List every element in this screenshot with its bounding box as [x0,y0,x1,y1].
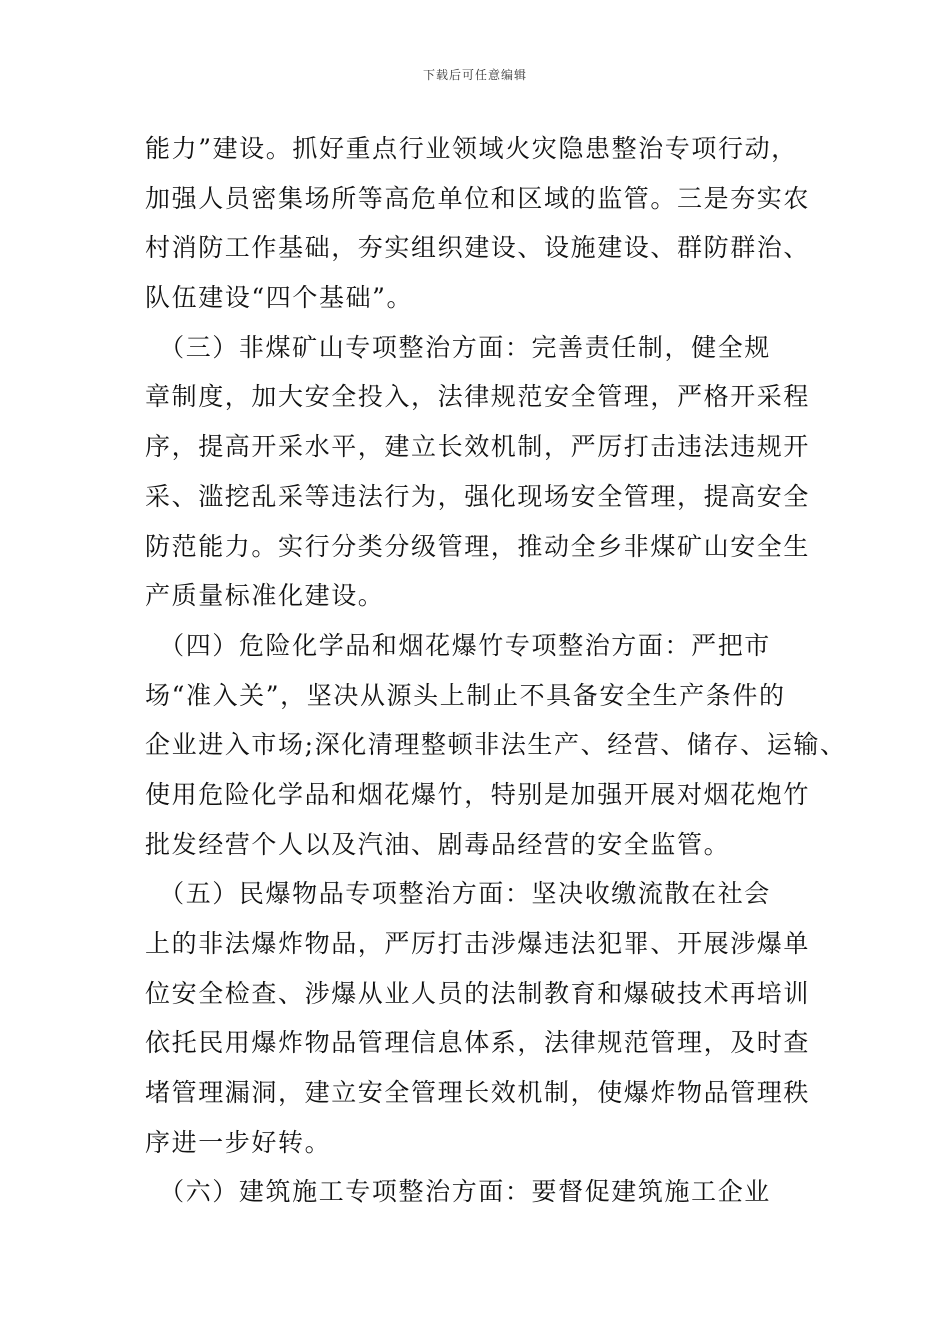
text-line: 企业进入市场;深化清理整顿非法生产、经营、储存、运输、 [145,730,847,760]
text-line: 防范能力。实行分类分级管理，推动全乡非煤矿山安全生 [145,531,811,561]
text-line: 采、滥挖乱采等违法行为，强化现场安全管理，提高安全 [145,481,811,511]
text-line: 产质量标准化建设。 [145,581,385,611]
text-line: 村消防工作基础，夯实组织建设、设施建设、群防群治、 [145,233,811,263]
text-line: 能力”建设。抓好重点行业领域火灾隐患整治专项行动， [145,134,798,163]
text-line: （五）民爆物品专项整治方面：坚决收缴流散在社会 [145,879,771,909]
text-line: 队伍建设“四个基础”。 [145,283,414,313]
text-line: 场“准入关”，坚决从源头上制止不具备安全生产条件的 [145,680,786,710]
text-line: 依托民用爆炸物品管理信息体系，法律规范管理，及时查 [145,1028,811,1058]
text-line: 加强人员密集场所等高危单位和区域的监管。三是夯实农 [145,183,811,213]
page-header-note: 下载后可任意编辑 [422,68,527,82]
text-line: （三）非煤矿山专项整治方面：完善责任制，健全规 [145,332,771,362]
text-line: 章制度，加大安全投入，法律规范安全管理，严格开采程 [145,382,811,412]
text-line: （六）建筑施工专项整治方面：要督促建筑施工企业 [145,1177,771,1207]
text-line: （四）危险化学品和烟花爆竹专项整治方面：严把市 [145,630,771,660]
text-line: 上的非法爆炸物品，严厉打击涉爆违法犯罪、开展涉爆单 [145,929,811,958]
document-body [145,124,847,1217]
text-line: 堵管理漏洞，建立安全管理长效机制，使爆炸物品管理秩 [145,1078,811,1108]
text-line: 序进一步好转。 [145,1127,332,1157]
text-line: 批发经营个人以及汽油、剧毒品经营的安全监管。 [145,829,731,859]
text-line: 使用危险化学品和烟花爆竹，特别是加强开展对烟花炮竹 [145,779,811,809]
text-line: 序，提高开采水平，建立长效机制，严厉打击违法违规开 [145,432,811,462]
text-line: 位安全检查、涉爆从业人员的法制教育和爆破技术再培训 [145,978,811,1008]
